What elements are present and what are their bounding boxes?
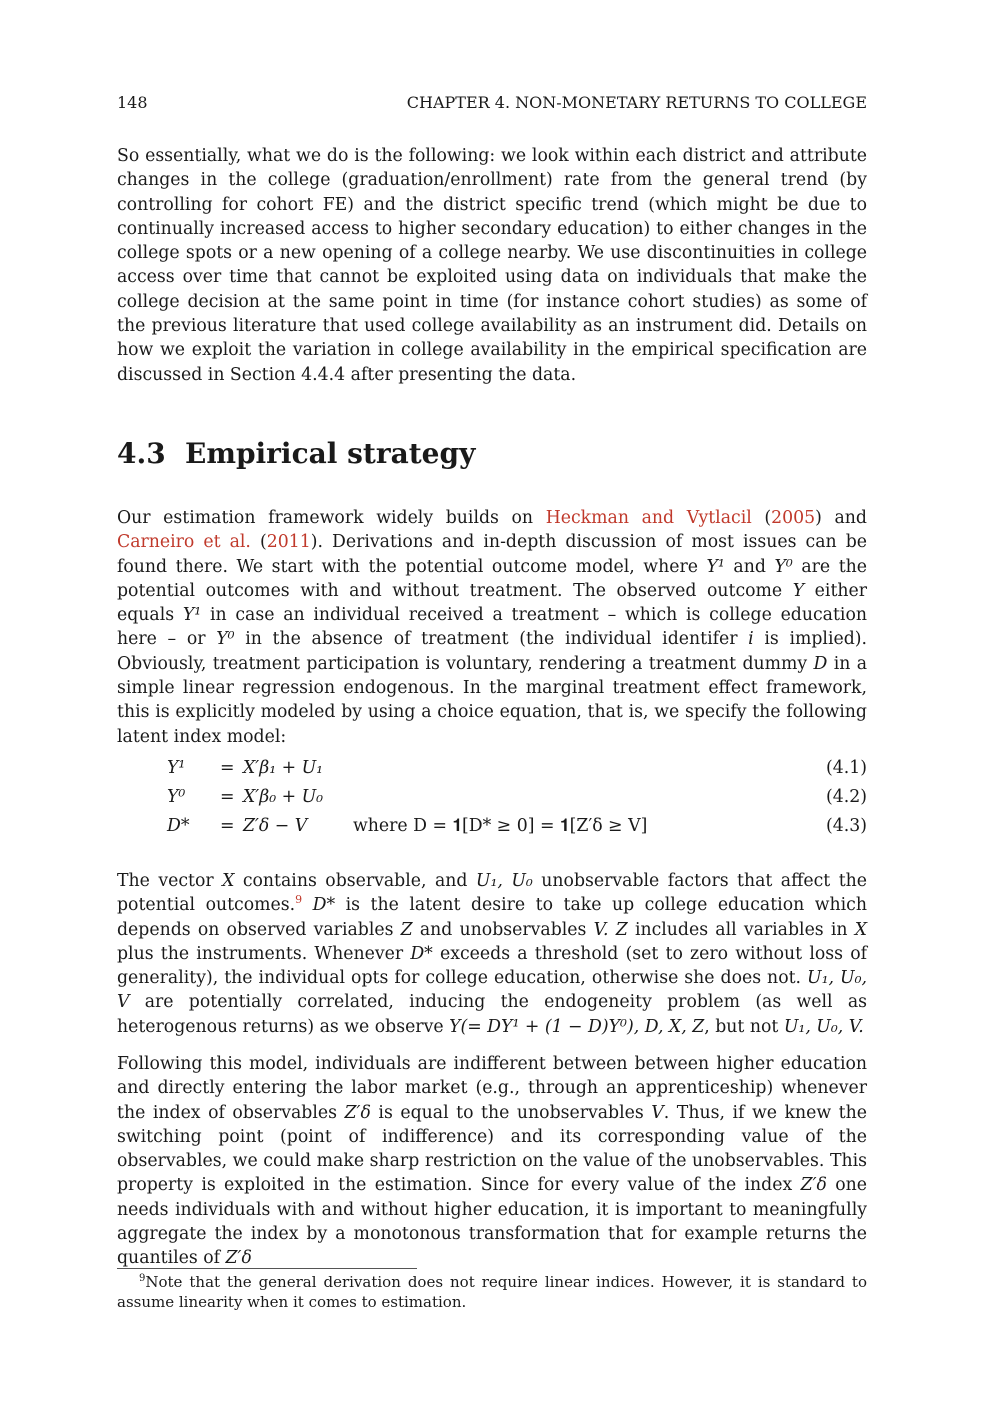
text-run: . Thus, if we knew the switching point (point of indifference) and its corresponding value of the observables, we could make sharp restriction on the value of the unobservables. This property is exploited in the estimation. Since for every value of the index [117, 1102, 867, 1196]
math-symbol: Z′δ [225, 1248, 252, 1269]
text-run: Our estimation framework widely builds on [117, 508, 546, 528]
equation-number: (4.2) [826, 787, 867, 807]
footnote-number: 9 [139, 1273, 146, 1284]
text-run: ). Derivations and in-depth discussion of most issues can be found there. We start with the potential outcome model, where [117, 532, 867, 577]
text-run: in case an individual received a treatment – which is college education here – or [117, 605, 867, 650]
citation-year-2005[interactable]: 2005 [771, 508, 816, 528]
citation-heckman-vytlacil[interactable]: Heckman and Vytlacil [545, 508, 752, 528]
math-symbol: D [813, 653, 828, 674]
text-run: is implied). Obviously, treatment participation is voluntary, rendering a treatment dummy [117, 629, 867, 674]
equation-lhs: Y¹ [167, 758, 186, 778]
math-symbol: Z [615, 919, 628, 940]
math-symbol: Z′δ [800, 1175, 827, 1196]
equation-block [117, 754, 867, 841]
footnote-text: Note that the general derivation does not require linear indices. However, it is standard to assume linearity when it comes to estimation. [117, 1273, 867, 1311]
equation-4-3 [117, 812, 867, 841]
paragraph-2 [117, 506, 867, 749]
equation-equals: = [220, 816, 235, 836]
footnote-mark[interactable]: 9 [295, 893, 303, 907]
math-symbol: X [854, 919, 868, 940]
equation-equals: = [220, 758, 235, 778]
equation-rhs: Z′δ − V [243, 816, 308, 836]
math-symbol: U₁, U₀, V [117, 968, 867, 1013]
text-run: ( [250, 532, 267, 553]
math-symbol: D* [410, 943, 433, 964]
text-run: and unobservables [412, 919, 594, 940]
math-symbol: Y⁰ [774, 556, 793, 577]
text-run: one needs individuals with and without higher education, it is important to meaningfully aggregate the index by a monotonous transformation that for example returns the quantiles of [117, 1175, 867, 1269]
math-symbol: Y [792, 580, 805, 601]
math-symbol: Y(= DY¹ + (1 − D)Y⁰), D, X, Z [449, 1016, 705, 1037]
text-run: either equals [117, 580, 868, 626]
text-run: exceeds a threshold (set to zero without loss of generality), the individual opts for college education, otherwise she does not. [117, 943, 867, 989]
equation-rhs: X′β₁ + U₁ [243, 758, 324, 778]
text-run: and [724, 556, 775, 577]
text-run: is the latent desire to take up college education which depends on observed variables [117, 895, 867, 940]
text-run: are potentially correlated, inducing the endogeneity problem (as well as heterogenous returns) as we observe [117, 992, 867, 1037]
math-symbol: Z′δ [344, 1102, 371, 1123]
text-run: are the potential outcomes with and without treatment. The observed outcome [117, 556, 867, 601]
equation-number: (4.3) [826, 816, 867, 836]
math-symbol: D* [312, 895, 336, 916]
paragraph-3 [117, 869, 867, 1039]
text-run: includes all variables in [627, 919, 855, 940]
page-number: 148 [117, 93, 148, 112]
section-heading [117, 436, 475, 472]
running-head [117, 92, 867, 114]
math-symbol: Y¹ [706, 556, 725, 577]
math-symbol: Y⁰ [216, 629, 235, 650]
equation-4-1 [117, 754, 867, 783]
text-run: in the absence of treatment (the individual identifer [234, 629, 749, 650]
text-run: The vector [117, 871, 223, 891]
math-symbol: Y¹ [182, 605, 202, 626]
equation-rhs: X′β₀ + U₀ [243, 787, 324, 807]
equation-equals: = [220, 787, 235, 807]
math-symbol: i [748, 629, 754, 650]
text-run: ( [751, 508, 772, 528]
section-title: Empirical strategy [185, 437, 476, 470]
text-run: Following this model, individuals are indifferent between between higher education and directly entering the labor market (e.g., through an apprenticeship) whenever the index of observables [117, 1054, 867, 1123]
text-run: in a simple linear regression endogenous. In the marginal treatment effect framework, this is explicitly modeled by using a choice equation, that is, we specify the following latent index model: [117, 653, 867, 747]
chapter-title: CHAPTER 4. NON-MONETARY RETURNS TO COLLEGE [406, 93, 867, 112]
equation-4-2 [117, 783, 867, 812]
paragraph-1: So essentially, what we do is the following: we look within each district and attribute changes in the college (graduation/enrollment) rate from the general trend (by controlling for cohort FE) and the district specific trend (which might be due to continually increased access to higher secondary education) to either changes in the college spots or a new opening of a college nearby. We use discontinuities in college access over time that cannot be exploited using data on individuals that make the college decision at the same point in time (for instance cohort studies) as some of the previous literature that used college availability as an instrument did. Details on how we exploit the variation in college availability in the empirical specification are discussed in Section 4.4.4 after presenting the data. [117, 146, 867, 385]
footnote-divider [117, 1268, 417, 1269]
text-run: plus the instruments. Whenever [117, 943, 411, 964]
paragraph-4 [117, 1052, 867, 1271]
text-run: , but not [704, 1016, 784, 1037]
math-symbol: U₁, U₀ [475, 871, 533, 891]
section-number: 4.3 [117, 437, 166, 470]
citation-year-2011[interactable]: 2011 [266, 532, 311, 553]
equation-lhs: Y⁰ [167, 787, 186, 807]
math-symbol: Z [400, 919, 413, 940]
text-run: ) and [815, 508, 867, 528]
equation-condition: where D = 𝟏[D* ≥ 0] = 𝟏[Z′δ ≥ V] [353, 816, 648, 836]
citation-carneiro[interactable]: Carneiro et al. [117, 532, 251, 553]
math-symbol: U₁, U₀, V. [783, 1016, 864, 1037]
math-symbol: V. [593, 919, 609, 940]
text-run: unobservable factors that affect the potential outcomes. [117, 871, 867, 916]
text-run: contains observable, and [234, 871, 476, 891]
text-run: is equal to the unobservables [370, 1102, 652, 1123]
equation-number: (4.1) [826, 758, 867, 778]
math-symbol: X [222, 871, 235, 891]
footnote [117, 1272, 867, 1312]
math-symbol: V [651, 1102, 664, 1123]
equation-lhs: D* [167, 816, 190, 836]
